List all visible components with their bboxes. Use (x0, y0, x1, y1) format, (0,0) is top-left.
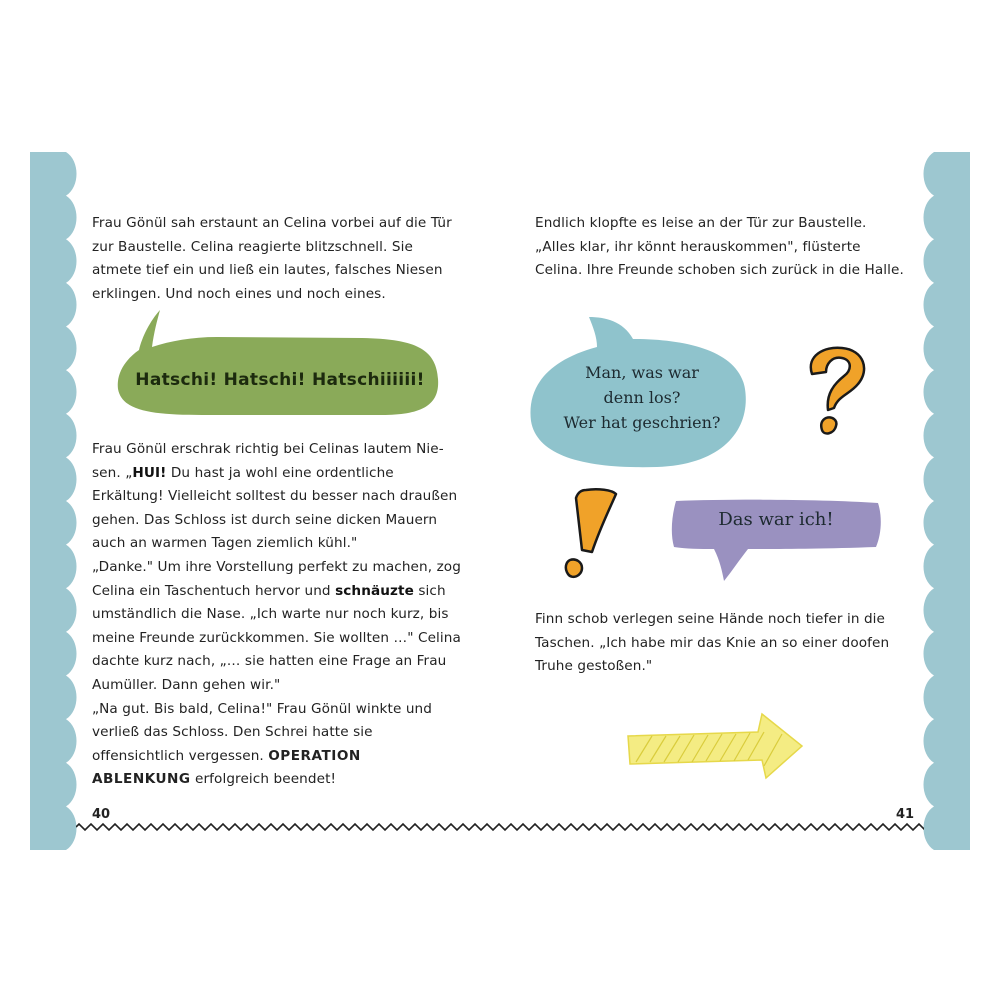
schnaeuzte-bold-word: schnäuzte (335, 582, 414, 599)
operation-ablenkung-title: OPERATION ABLENKUNG (92, 747, 361, 788)
left-paragraph-2: Frau Gönül erschrak richtig bei Celinas lautem Nie- sen. „HUI! Du hast ja wohl eine ordentliche Erkältung! Vielleicht solltest du besser nach draußen gehen. Das Schloss ist durch seine dicken Mauern auch an warmen Tagen ziemlich kühl." „Danke." Um ihre Vorstellung perfekt zu machen, zog Celina ein Taschentuch hervor und schnäuzte sich umständlich die Nase. „Ich warte nur noch kurz, bis meine Freunde zurückkommen. Sie wollten …" Celina dachte kurz nach, „… sie hatten eine Frage an Frau Aumüller. Dann gehen wir." „Na gut. Bis bald, Celina!" Frau Gönül winkte und verließ das Schloss. Den Schrei hatte sie offensichtlich vergessen. OPERATION ABLENKUNG erfolgreich beendet! (92, 441, 461, 788)
page-number-left: 40 (92, 807, 111, 822)
left-wavy-edge (30, 152, 82, 850)
green-bubble-text: Hatschi! Hatschi! Hatschiiiiii! (135, 370, 425, 390)
hui-bold-word: HUI! (132, 464, 167, 481)
right-paragraph-1: Endlich klopfte es leise an der Tür zur Baustelle. „Alles klar, ihr könnt herauskommen", flüsterte Celina. Ihre Freunde schoben sich zurück in die Halle. (535, 215, 904, 279)
right-paragraph-2: Finn schob verlegen seine Hände noch tiefer in die Taschen. „Ich habe mir das Knie an so einer doofen Truhe gestoßen." (535, 611, 890, 675)
question-mark-icon (798, 344, 872, 440)
exclamation-mark-icon (558, 486, 622, 586)
right-wavy-edge (918, 152, 970, 850)
green-speech-bubble (112, 307, 444, 419)
yellow-arrow-icon (626, 712, 806, 782)
purple-bubble-text: Das war ich! (718, 509, 834, 530)
page-number-right: 41 (896, 807, 915, 822)
bottom-zigzag-line (76, 822, 924, 832)
book-spread (30, 152, 970, 850)
blue-bubble-text: Man, was war denn los? Wer hat geschrien? (563, 363, 721, 432)
left-paragraph-1: Frau Gönül sah erstaunt an Celina vorbei auf die Tür zur Baustelle. Celina reagierte blitzschnell. Sie atmete tief ein und ließ ein lautes, falsches Niesen erklingen. Und noch eines und noch eines. (92, 215, 452, 302)
